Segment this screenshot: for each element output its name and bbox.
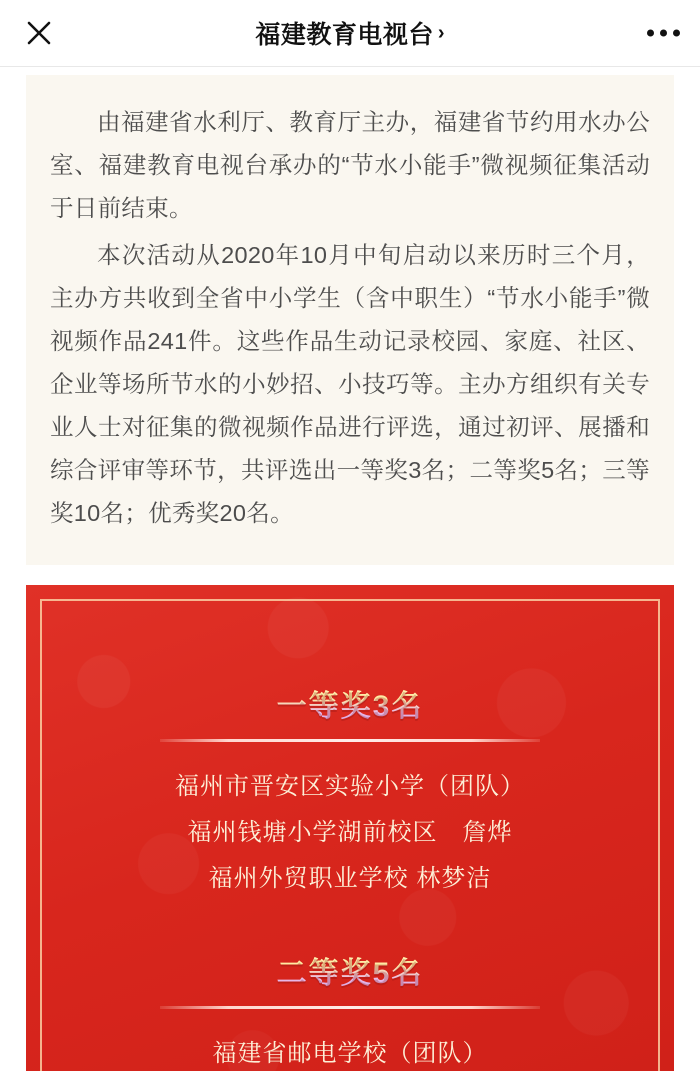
page-title[interactable] — [0, 15, 700, 51]
more-dot — [647, 30, 654, 37]
award-block-first-prize — [26, 681, 674, 902]
list-item: 福州外贸职业学校 林梦洁 — [208, 865, 492, 892]
award-divider — [160, 1006, 540, 1009]
navbar — [0, 0, 700, 67]
award-block-second-prize — [26, 948, 674, 1071]
close-icon[interactable] — [22, 16, 56, 50]
list-item: 福建省邮电学校（团队） — [212, 1040, 488, 1067]
winner-list — [26, 764, 674, 902]
article-card — [26, 75, 674, 565]
poster-content — [26, 585, 674, 1071]
award-title: 一等奖3名 — [277, 681, 424, 725]
list-item: 福州钱塘小学湖前校区 詹烨 — [187, 819, 513, 846]
more-dot — [673, 30, 680, 37]
chevron-right-icon: › — [437, 21, 445, 44]
list-item: 福州市晋安区实验小学（团队） — [175, 773, 525, 800]
award-poster — [26, 585, 674, 1071]
award-title: 二等奖5名 — [277, 948, 424, 992]
award-divider — [160, 739, 540, 742]
article-paragraph: 由福建省水利厅、教育厅主办，福建省节约用水办公室、福建教育电视台承办的“节水小能手”微视频征集活动于日前结束。 — [50, 109, 650, 221]
more-dot — [660, 30, 667, 37]
article-content[interactable] — [0, 67, 700, 1071]
more-options-icon[interactable] — [647, 30, 680, 37]
winner-list — [26, 1031, 674, 1071]
article-paragraph: 本次活动从2020年10月中旬启动以来历时三个月，主办方共收到全省中小学生（含中职生）“节水小能手”微视频作品241件。这些作品生动记录校园、家庭、社区、企业等场所节水的小妙招、小技巧等。主办方组织有关专业人士对征集的微视频作品进行评选，通过初评、展播和综合评审等环节，共评选出一等奖3名；二等奖5名；三等奖10名；优秀奖20名。 — [50, 242, 650, 526]
nav-title-text: 福建教育电视台 — [255, 21, 434, 49]
